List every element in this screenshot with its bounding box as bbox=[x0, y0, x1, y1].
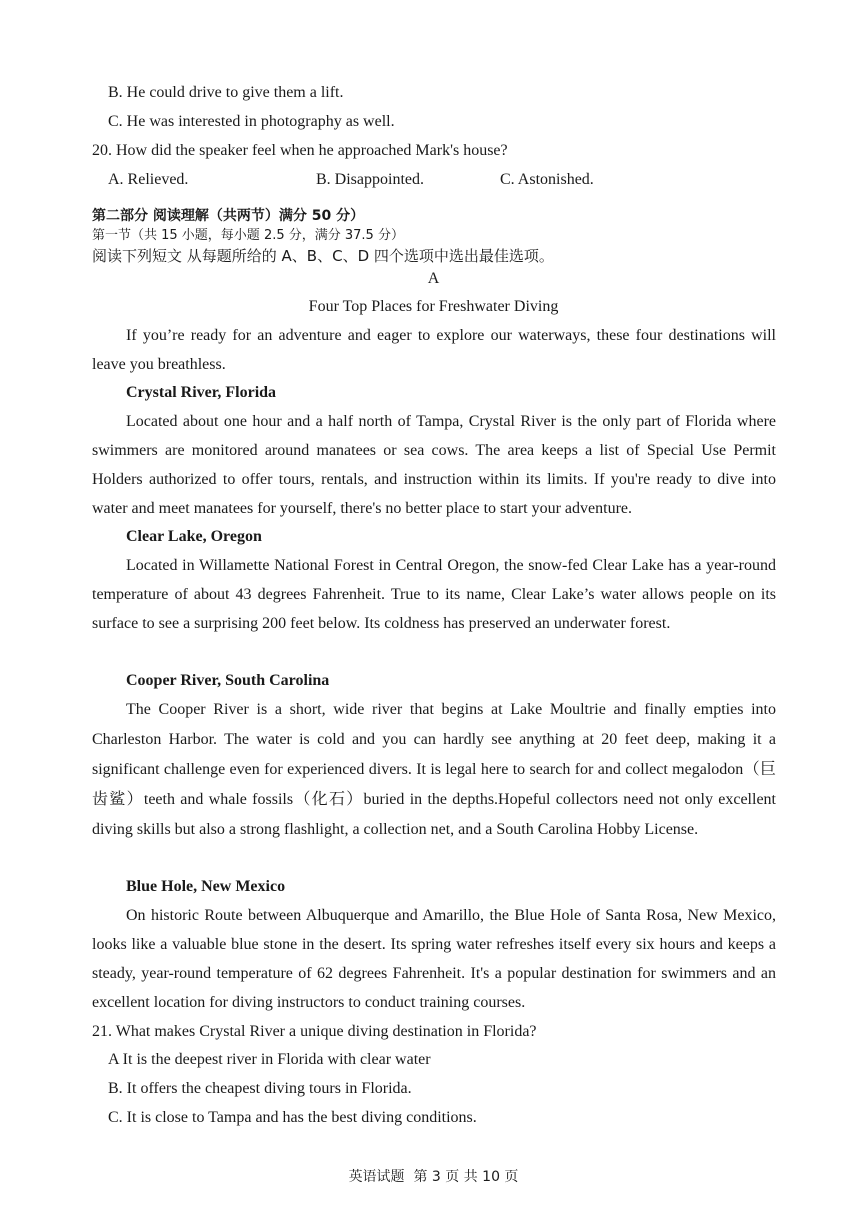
passage-title: Four Top Places for Freshwater Diving bbox=[308, 298, 559, 315]
passage-letter: A bbox=[427, 270, 440, 287]
q21-option-a: A It is the deepest river in Florida with clear water bbox=[108, 1051, 431, 1068]
q20-option-b: B. Disappointed. bbox=[316, 171, 424, 188]
q20-option-c: C. Astonished. bbox=[500, 171, 594, 188]
place-text-cooper-river: The Cooper River is a short, wide river that begins at Lake Moultrie and finally empties into Charleston Harbor. The water is cold and you can hardly see anything at 20 feet deep, making it a significant challenge even for experienced divers. It is legal here to search for and collect megalodon（巨齿鲨）teeth and whale fossils（化石）buried in the depths.Hopeful collectors need not only excellent diving skills but also a strong flashlight, a collection net, and a South Carolina Hobby License. bbox=[92, 701, 776, 838]
q20-option-a: A. Relieved. bbox=[108, 171, 189, 188]
part-heading: 第二部分 阅读理解（共两节）满分 50 分） bbox=[92, 208, 365, 224]
subsection-heading: 第一节（共 15 小题，每小题 2.5 分，满分 37.5 分） bbox=[92, 228, 404, 243]
place-text-crystal-river: Located about one hour and a half north of Tampa, Crystal River is the only part of Florida where swimmers are monitored around manatees or sea cows. The area keeps a list of Special Use Permit Holders authorized to offer tours, rentals, and instruction within its limits. If you're ready to dive into water and meet manatees for yourself, there's no better place to start your adventure. bbox=[92, 413, 776, 517]
q21-option-b: B. It offers the cheapest diving tours in Florida. bbox=[108, 1080, 412, 1097]
place-heading-cooper-river: Cooper River, South Carolina bbox=[126, 672, 330, 689]
q19-option-c: C. He was interested in photography as well. bbox=[108, 113, 395, 130]
q19-option-b: B. He could drive to give them a lift. bbox=[108, 84, 344, 101]
place-text-blue-hole: On historic Route between Albuquerque and Amarillo, the Blue Hole of Santa Rosa, New Mexico, looks like a valuable blue stone in the desert. Its spring water refreshes itself every six hours and keeps a steady, year-round temperature of 62 degrees Fahrenheit. It's a popular destination for swimmers and an excellent location for diving instructors to conduct training courses. bbox=[92, 907, 776, 1011]
page-footer: 英语试题 第 3 页 共 10 页 bbox=[348, 1169, 519, 1185]
q21-question: 21. What makes Crystal River a unique diving destination in Florida? bbox=[92, 1023, 537, 1040]
passage-intro: If you’re ready for an adventure and eager to explore our waterways, these four destinations will leave you breathless. bbox=[92, 327, 776, 373]
q20-question: 20. How did the speaker feel when he approached Mark's house? bbox=[92, 142, 508, 159]
place-heading-crystal-river: Crystal River, Florida bbox=[126, 384, 277, 401]
place-heading-blue-hole: Blue Hole, New Mexico bbox=[126, 878, 286, 895]
place-text-clear-lake: Located in Willamette National Forest in Central Oregon, the snow-fed Clear Lake has a year-round temperature of about 43 degrees Fahrenheit. True to its name, Clear Lake’s water allows people on its surface to see a surprising 200 feet below. Its coldness has preserved an underwater forest. bbox=[92, 557, 776, 632]
instruction: 阅读下列短文 从每题所给的 A、B、C、D 四个选项中选出最佳选项。 bbox=[92, 247, 554, 265]
place-heading-clear-lake: Clear Lake, Oregon bbox=[126, 528, 262, 545]
q21-option-c: C. It is close to Tampa and has the best diving conditions. bbox=[108, 1109, 477, 1126]
